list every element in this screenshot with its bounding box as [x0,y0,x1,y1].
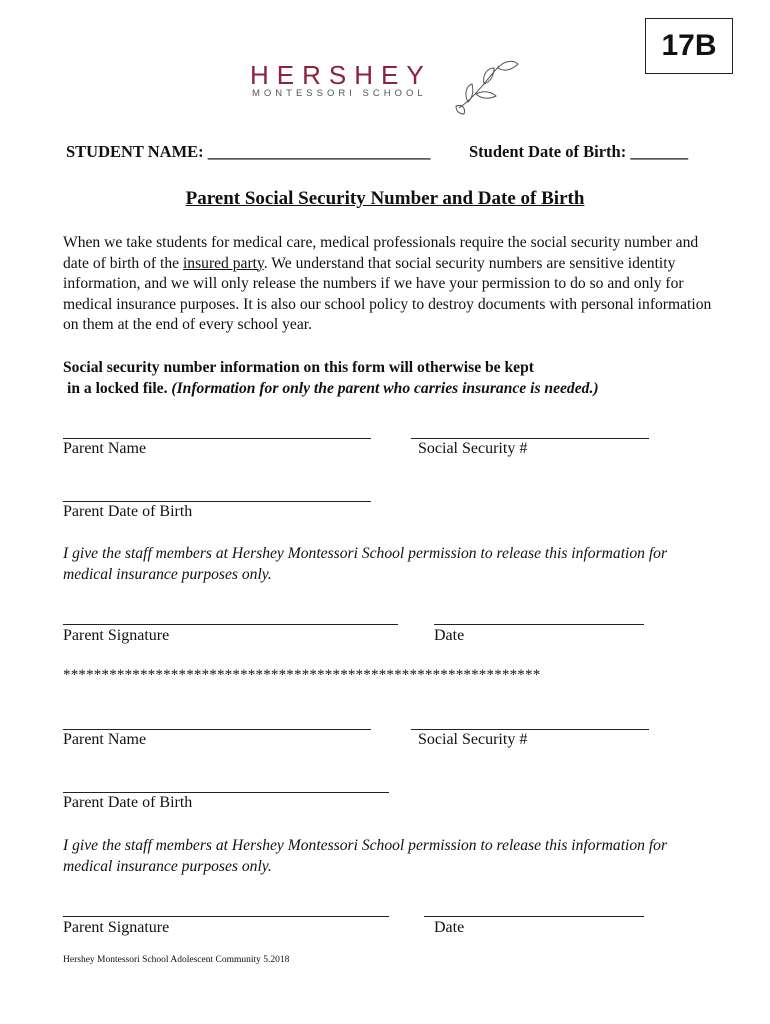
intro-paragraph [63,233,713,336]
notice-line-2 [63,379,713,400]
intro-underlined-term: insured party [182,254,264,272]
ssn-label-1: Social Security # [418,440,528,457]
form-code-box: 17B [645,18,733,74]
signature-line-2[interactable] [63,916,389,917]
leaf-branch-icon [454,58,524,116]
school-logo [246,58,526,118]
parent-name-line-1[interactable] [63,438,371,439]
logo-name: HERSHEY [250,60,432,90]
permission-statement-1: I give the staff members at Hershey Montessori School permission to release this information for medical insurance purposes only. [63,545,668,583]
logo-subtitle: MONTESSORI SCHOOL [252,88,427,99]
page-title: Parent Social Security Number and Date of Birth [185,188,585,209]
signature-line-1[interactable] [63,624,398,625]
ssn-line-1[interactable] [411,438,649,439]
parent-name-label-1: Parent Name [63,440,147,457]
parent-dob-label-2: Parent Date of Birth [63,794,193,811]
ssn-label-2: Social Security # [418,731,528,748]
parent-dob-line-2[interactable] [63,792,389,793]
notice-paragraph [63,358,713,399]
parent-dob-line-1[interactable] [63,501,371,502]
intro-text-2: . We understand that social security numbers are sensitive identity information, and we will only release the numbers if we have your permission to do so and only for medical insurance purposes. It is also our school policy to destroy documents with personal information on them at the end of every school year. [63,254,712,334]
student-dob-label: Student Date of Birth: _______ [469,142,689,161]
parent-dob-label-1: Parent Date of Birth [63,503,193,520]
ssn-line-2[interactable] [411,729,649,730]
intro-text-1: When we take students for medical care, medical professionals require the social security number and date of birth of the [63,234,699,272]
permission-statement-2: I give the staff members at Hershey Montessori School permission to release this information for medical insurance purposes only. [63,837,668,875]
date-label-2: Date [434,919,465,936]
signature-label-1: Parent Signature [63,627,170,644]
footer-text: Hershey Montessori School Adolescent Community 5.2018 [63,955,290,965]
section-separator: ************************************************************** [63,667,541,683]
student-name-label: STUDENT NAME: ___________________________ [66,142,431,161]
signature-label-2: Parent Signature [63,919,170,936]
notice-italic-text: (Information for only the parent who carries insurance is needed.) [171,379,599,397]
date-line-1[interactable] [434,624,644,625]
parent-name-line-2[interactable] [63,729,371,730]
date-label-1: Date [434,627,465,644]
parent-name-label-2: Parent Name [63,731,147,748]
notice-bold-text: in a locked file. [67,379,168,397]
date-line-2[interactable] [424,916,644,917]
notice-line-1: Social security number information on this form will otherwise be kept [63,359,534,376]
